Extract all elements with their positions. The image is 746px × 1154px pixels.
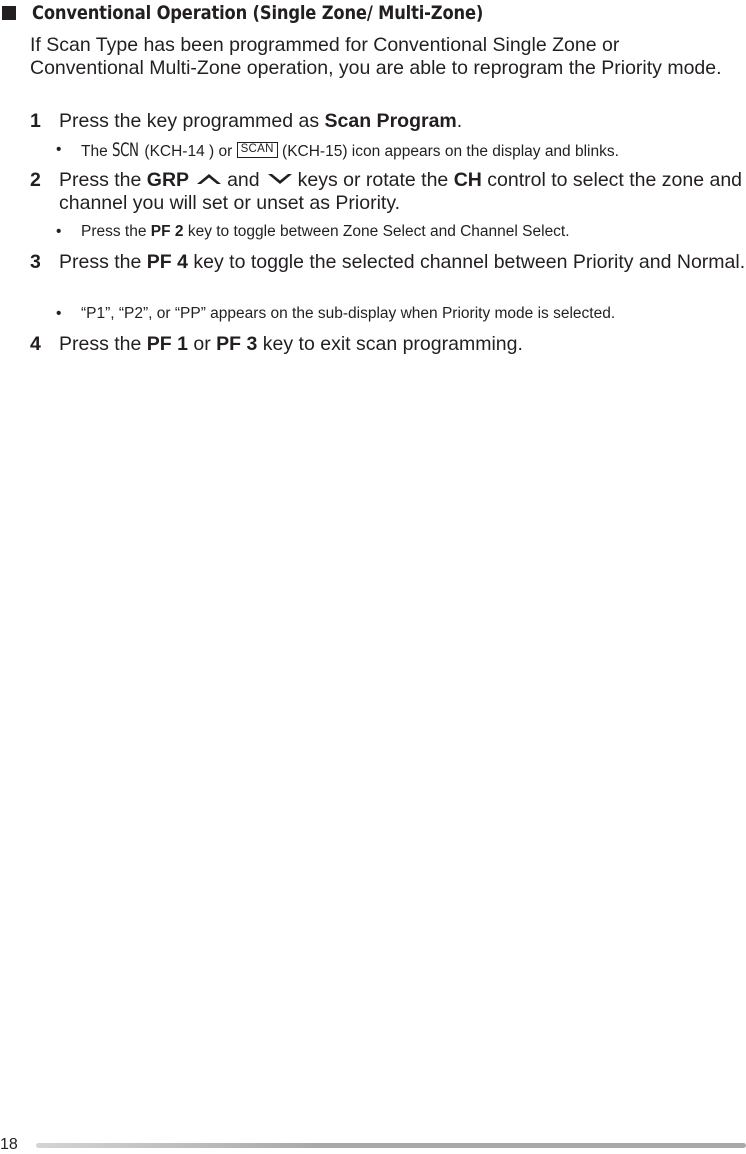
step-4 [30,333,746,356]
key-name: PF 4 [146,251,188,273]
step-text: Press the PF 1 or PF 3 key to exit scan programming. [59,333,523,355]
key-name: GRP [146,169,190,191]
key-name: PF 2 [150,223,184,240]
step-number: 1 [30,110,41,132]
section-title: Conventional Operation (Single Zone/ Multi-Zone) [32,2,484,24]
step-1 [30,110,746,133]
step-2-note: • Press the PF 2 key to toggle between Zone Select and Channel Select. [56,223,570,240]
footer-rule [36,1143,746,1148]
bullet-dot: • [56,223,62,240]
scn-display-icon: SCN [112,139,139,161]
scan-key-icon: SCAN [237,142,278,158]
key-name: PF 3 [216,333,258,355]
bullet-dot: • [56,305,62,322]
control-name: CH [453,169,482,191]
key-name: Scan Program [324,110,457,132]
step-text: Press the GRP and keys or rotate the CH control to select the zone and channel you will set or unset as Priority. [59,169,743,215]
square-bullet-icon [2,6,16,20]
page-number: 18 [0,1136,18,1153]
step-text: Press the key programmed as Scan Program. [59,110,463,132]
step-3 [30,251,746,274]
step-number: 2 [30,169,41,191]
step-1-note: • The SCN (KCH-14 ) or SCAN (KCH-15) icon appears on the display and blinks. [56,139,619,161]
down-arrow-icon [266,169,294,192]
section-heading [0,0,557,26]
bullet-dot: • [56,141,62,158]
step-text: Press the PF 4 key to toggle the selected channel between Priority and Normal. [59,251,746,273]
step-number: 3 [30,251,41,273]
intro-paragraph: If Scan Type has been programmed for Conventional Single Zone or Conventional Multi-Zone operation, you are able to reprogram the Priority mode. [30,34,722,79]
up-arrow-icon [195,169,223,192]
step-number: 4 [30,333,41,355]
step-3-note: • “P1”, “P2”, or “PP” appears on the sub-display when Priority mode is selected. [56,305,616,322]
step-2 [30,169,746,215]
key-name: PF 1 [146,333,188,355]
